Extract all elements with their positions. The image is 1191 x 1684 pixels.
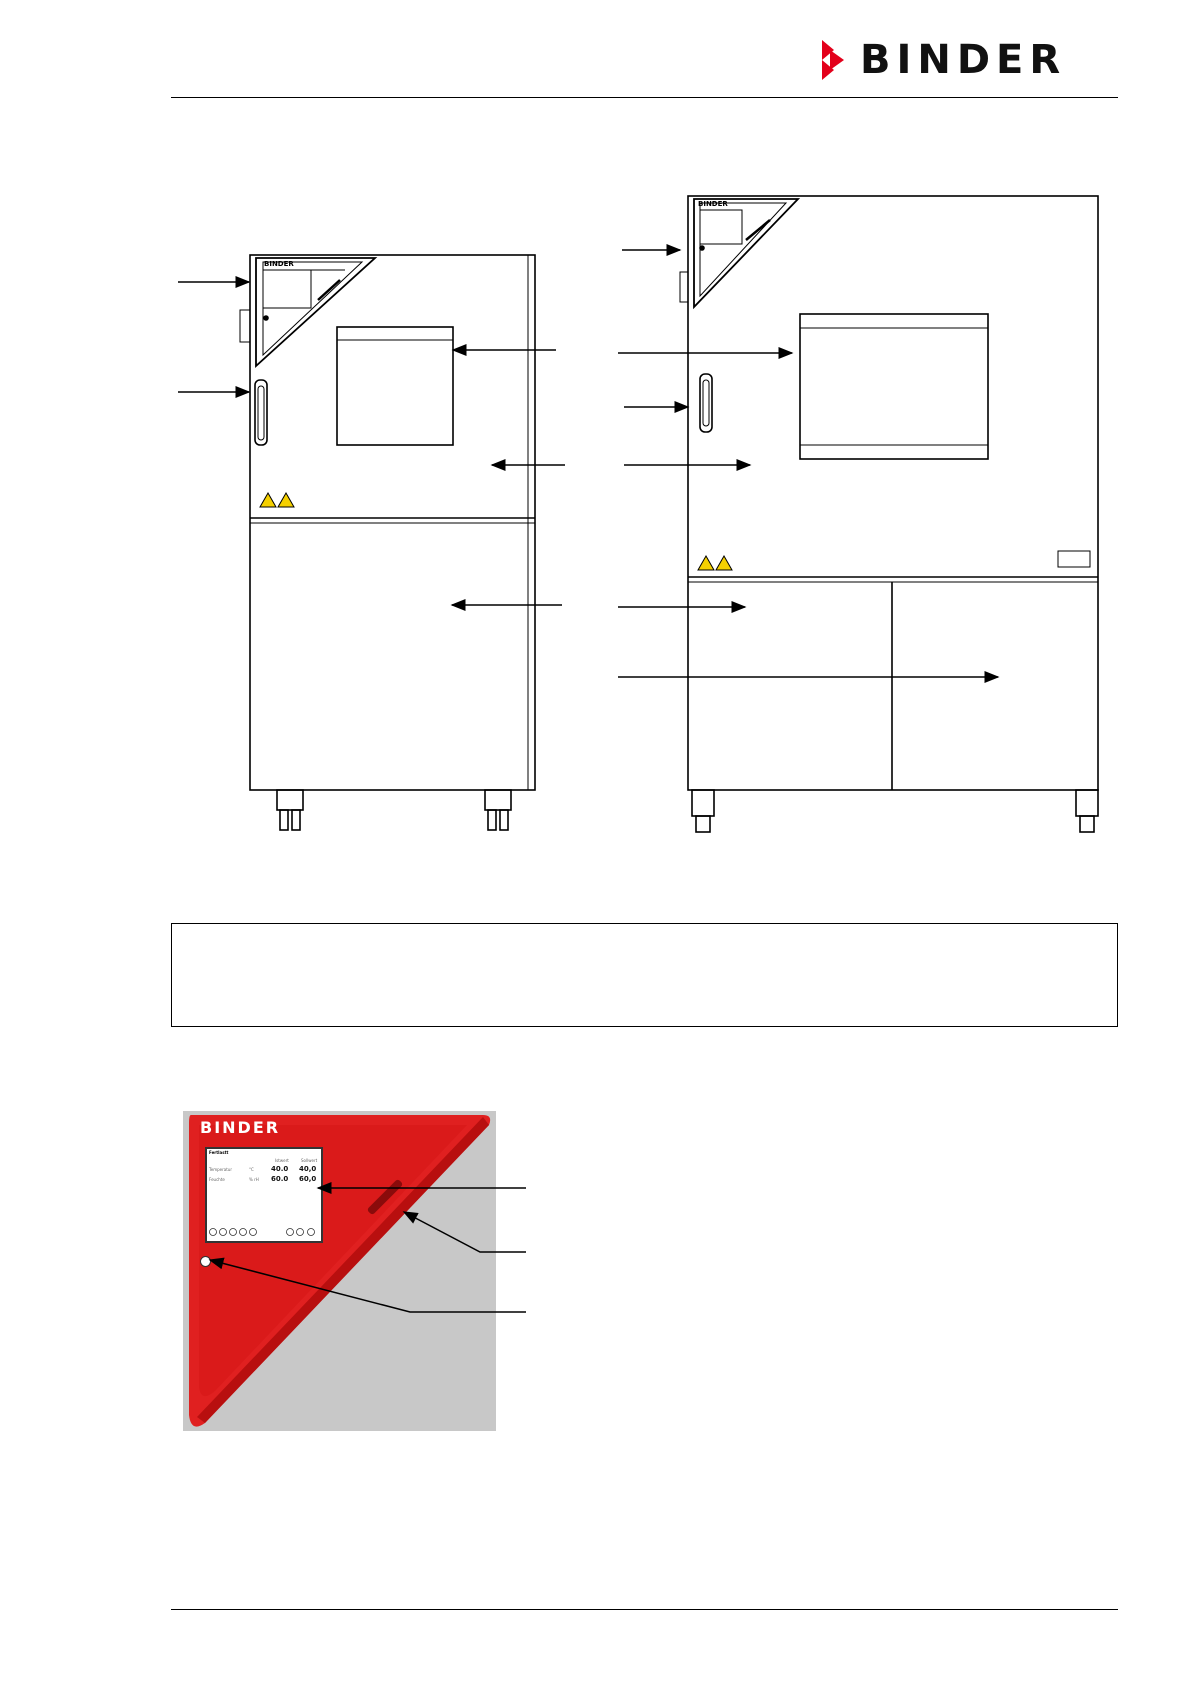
panel-brand: BINDER bbox=[200, 1118, 281, 1137]
note-box bbox=[171, 923, 1118, 1027]
large-brand-plate: BINDER bbox=[698, 200, 728, 208]
display-col-setpoint: Istwert bbox=[275, 1158, 289, 1163]
row-hum-unit: % rH bbox=[249, 1177, 259, 1182]
row-temp-setpoint: 40,0 bbox=[299, 1165, 317, 1173]
row-hum-actual: 60.0 bbox=[271, 1175, 289, 1183]
row-temp-label: Temperatur bbox=[209, 1167, 232, 1172]
footer-rule bbox=[171, 1609, 1118, 1610]
small-brand-plate: BINDER bbox=[264, 260, 294, 268]
brand-name: BINDER bbox=[860, 37, 1067, 83]
row-temp-unit: °C bbox=[249, 1167, 254, 1172]
row-temp-actual: 40.0 bbox=[271, 1165, 289, 1173]
row-hum-setpoint: 60,0 bbox=[299, 1175, 317, 1183]
display-col-actual: Sollwert bbox=[301, 1158, 318, 1163]
display-title: Fertlastt bbox=[209, 1150, 229, 1155]
panel-callouts bbox=[0, 1100, 600, 1340]
small-chamber bbox=[240, 255, 535, 830]
row-hum-label: Feuchte bbox=[209, 1177, 225, 1182]
large-chamber bbox=[680, 196, 1098, 832]
